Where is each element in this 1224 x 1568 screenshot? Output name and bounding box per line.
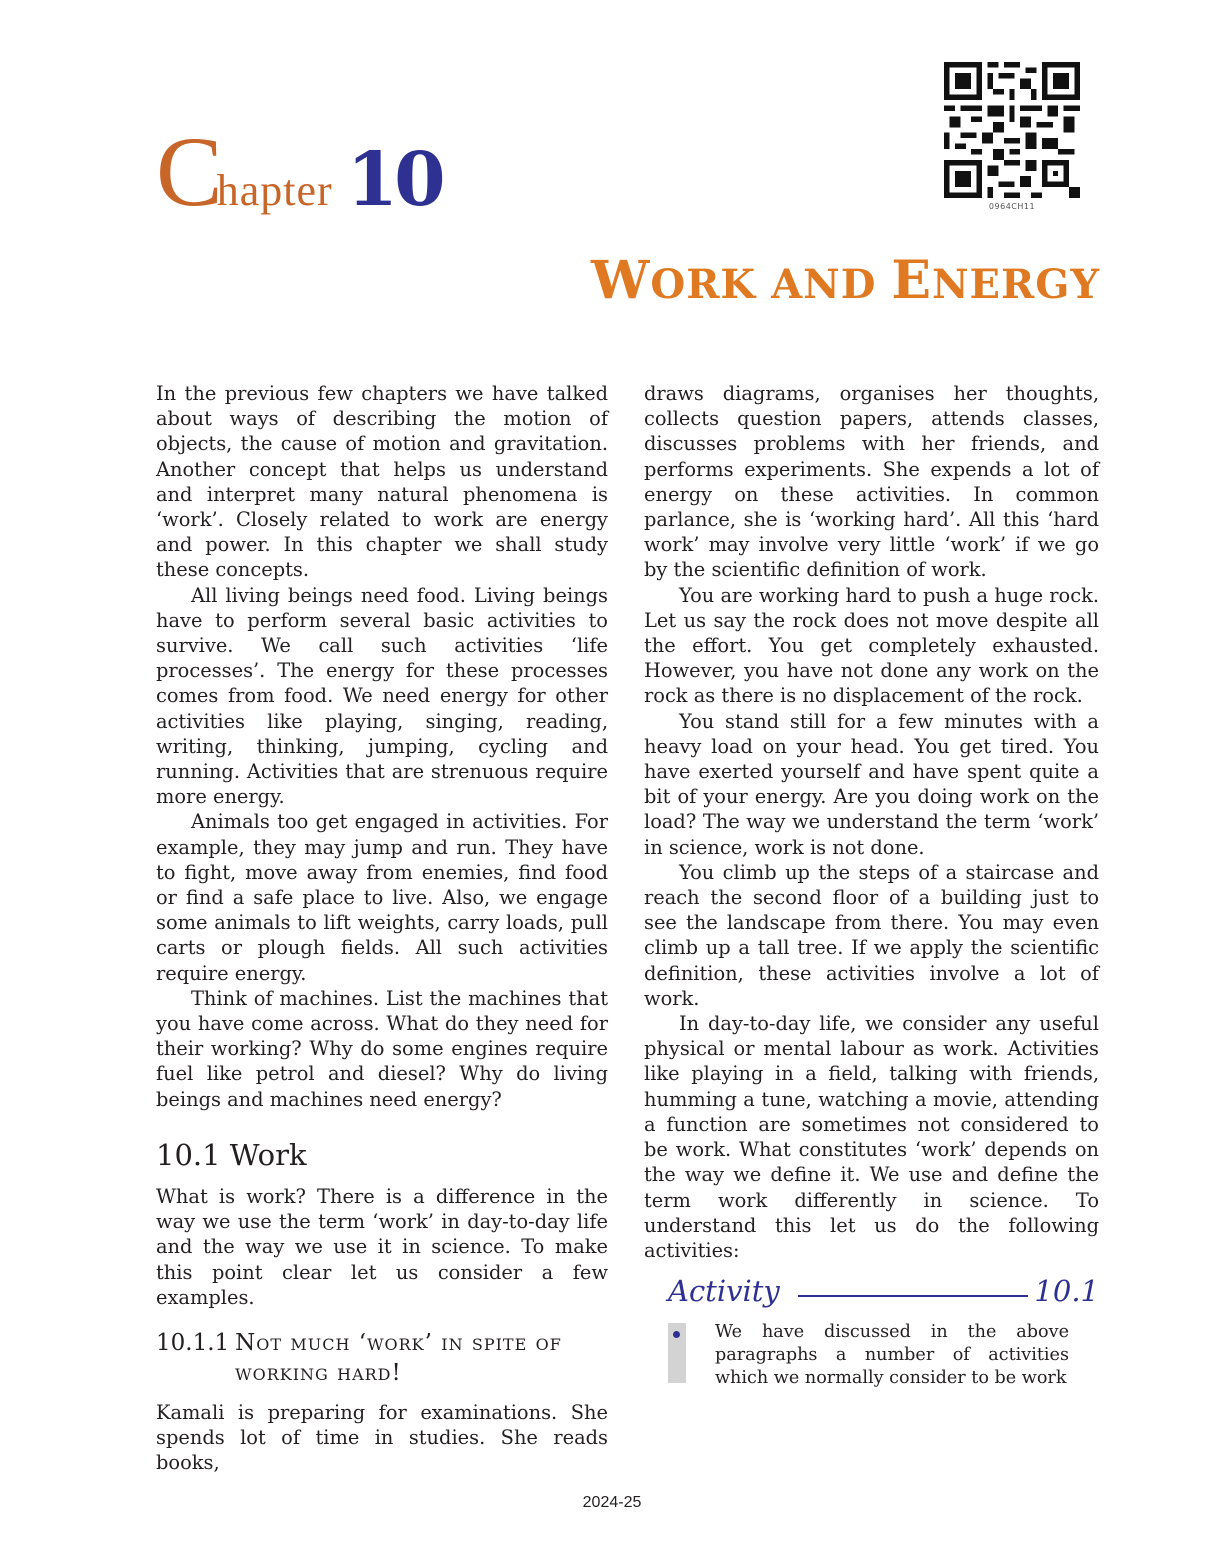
paragraph: Kamali is preparing for examinations. She spends lot of time in studies. She reads books, (156, 1400, 608, 1475)
paragraph: You stand still for a few minutes with a heavy load on your head. You get tired. You have exerted yourself and have spent quite a bit of your energy. Are you doing work on the load? The way we understand the term ‘work’ in science, work is not done. (644, 709, 1099, 859)
subsection-title-line: working hard! (235, 1359, 402, 1386)
left-column (156, 381, 608, 1476)
activity-bullet-text: We have discussed in the above paragraphs a number of activities which we normally consider to be work (715, 1322, 1069, 1389)
paragraph: In the previous few chapters we have talked about ways of describing the motion of objects, the cause of motion and gravitation. Another concept that helps us understand and interpret many natural phenomena is ‘work’. Closely related to work are energy and power. In this chapter we shall study these concepts. (156, 382, 608, 582)
chapter-initial: C (156, 116, 217, 227)
paragraph: Think of machines. List the machines that you have come across. What do they need for their working? Why do some engines require fuel like petrol and diesel? Why do living beings and machines need energy? (156, 986, 608, 1111)
paragraph: In day-to-day life, we consider any useful physical or mental labour as work. Activities like playing in a field, talking with friends, humming a tune, watching a movie, attending a function are sometimes not considered to be work. What constitutes ‘work’ depends on the way we define it. We use and define the term work differently in science. To understand this let us do the following activities: (644, 1012, 1099, 1262)
subsection-title-line: Not much ‘work’ in spite of (235, 1329, 562, 1356)
activity-rule (798, 1295, 1029, 1297)
chapter-title-part: W (590, 250, 651, 311)
activity-label: Activity (668, 1274, 780, 1309)
activity-number: 10.1 (1034, 1274, 1099, 1309)
subsection-title (235, 1328, 562, 1388)
chapter-heading (156, 116, 442, 227)
activity-body (668, 1321, 1099, 1390)
activity-side-bar (668, 1323, 686, 1383)
paragraph: Animals too get engaged in activities. For example, they may jump and run. They have to fight, move away from enemies, find food or find a safe place to live. Also, we engage some animals to lift weights, carry loads, pull carts or plough fields. All such activities require energy. (156, 810, 608, 985)
paragraph: draws diagrams, organises her thoughts, collects question papers, attends classes, discusses problems with her friends, and performs experiments. She expends a lot of energy on these activities. In common parlance, she is ‘working hard’. All this ‘hard work’ may involve very little ‘work’ if we go by the scientific definition of work. (644, 382, 1099, 582)
paragraph: All living beings need food. Living beings have to perform several basic activities to survive. We call such activities ‘life processes’. The energy for these processes comes from food. We need energy for other activities like playing, singing, reading, writing, thinking, jumping, cycling and running. Activities that are strenuous require more energy. (156, 583, 608, 809)
paragraph: You climb up the steps of a staircase and reach the second floor of a building just to see the landscape from there. You may even climb up a tall tree. If we apply the scientific definition, these activities involve a lot of work. (644, 860, 1099, 1010)
subsection-number: 10.1.1 (156, 1329, 230, 1356)
qr-code-label: 0964CH11 (988, 202, 1036, 211)
chapter-title (591, 252, 1100, 309)
chapter-word: hapter (216, 166, 333, 215)
chapter-title-part: NERGY (931, 261, 1100, 308)
chapter-number: 10 (346, 137, 442, 223)
section-heading: 10.1 Work (156, 1137, 307, 1172)
page-footer-year: 2024-25 (582, 1494, 642, 1511)
right-column (644, 381, 1099, 1390)
chapter-title-part: E (891, 250, 932, 311)
activity-heading (668, 1273, 1099, 1309)
paragraph: You are working hard to push a huge rock. Let us say the rock does not move despite all the effort. You get completely exhausted. However, you have not done any work on the rock as there is no displacement of the rock. (644, 583, 1099, 708)
paragraph: What is work? There is a difference in the way we use the term ‘work’ in day-to-day life and the way we use it in science. To make this point clear let us consider a few examples. (156, 1184, 608, 1309)
bullet-icon (673, 1331, 680, 1338)
qr-code-icon[interactable] (944, 62, 1080, 198)
chapter-title-part: ORK AND (650, 261, 892, 308)
subsection-heading (156, 1328, 608, 1388)
